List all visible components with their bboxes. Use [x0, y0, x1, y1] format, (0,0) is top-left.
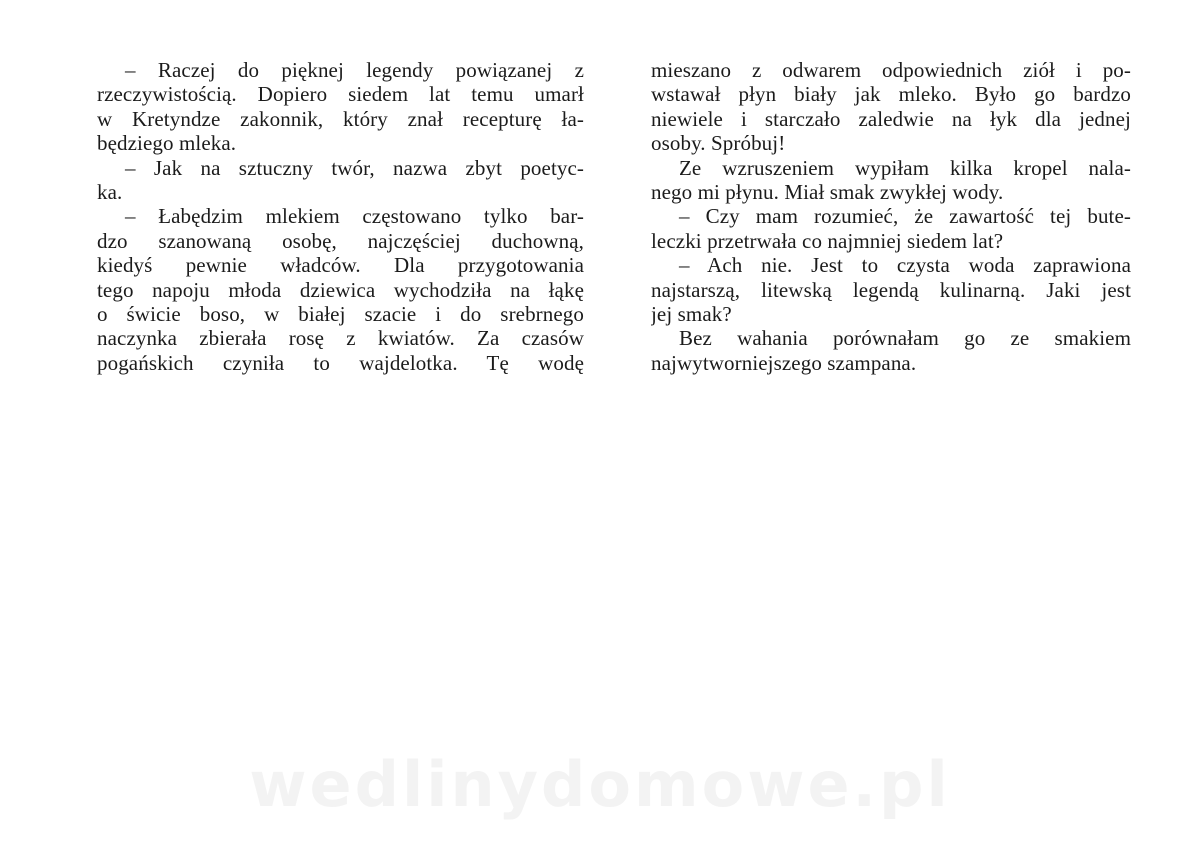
- text-line: mieszano z odwarem odpowiednich ziół i po-: [651, 58, 1131, 82]
- text-line: jej smak?: [651, 301, 732, 326]
- text-line: pogańskich czyniła to wajdelotka. Tę wodę: [97, 350, 584, 375]
- text-line: kiedyś pewnie władców. Dla przygotowania: [97, 253, 584, 278]
- watermark: wedlinydomowe.pl: [249, 748, 951, 821]
- text-line: leczki przetrwała co najmniej siedem lat?: [651, 228, 1004, 253]
- text-line: – Czy mam rozumieć, że zawartość tej bute-: [679, 204, 1131, 229]
- text-line: – Ach nie. Jest to czysta woda zaprawiona: [679, 253, 1131, 278]
- text-line: niewiele i starczało zaledwie na łyk dla jednej: [651, 106, 1131, 131]
- text-line: dzo szanowaną osobę, najczęściej duchowną,: [97, 228, 584, 253]
- text-line: wstawał płyn biały jak mleko. Było go bardzo: [651, 82, 1131, 107]
- text-line: – Jak na sztuczny twór, nazwa zbyt poetyc-: [125, 155, 584, 180]
- text-line: będziego mleka.: [97, 131, 237, 156]
- text-line: nego mi płynu. Miał smak zwykłej wody.: [651, 179, 1004, 204]
- left-text-column: [97, 58, 584, 375]
- text-line: naczynka zbierała rosę z kwiatów. Za czasów: [97, 326, 584, 351]
- text-line: – Raczej do pięknej legendy powiązanej z: [125, 58, 584, 82]
- text-line: najstarszą, litewską legendą kulinarną. Jaki jest: [651, 277, 1131, 302]
- text-line: – Łabędzim mlekiem częstowano tylko bar-: [125, 204, 584, 229]
- text-line: najwytworniejszego szampana.: [651, 350, 917, 375]
- text-line: o świcie boso, w białej szacie i do srebrnego: [97, 301, 584, 326]
- text-line: tego napoju młoda dziewica wychodziła na łąkę: [97, 277, 584, 302]
- text-line: Bez wahania porównałam go ze smakiem: [679, 326, 1131, 351]
- text-line: Ze wzruszeniem wypiłam kilka kropel nala-: [679, 155, 1131, 180]
- right-text-column: [651, 58, 1131, 375]
- text-line: w Kretyndze zakonnik, który znał recepturę ła-: [97, 106, 584, 131]
- text-line: rzeczywistością. Dopiero siedem lat temu umarł: [97, 82, 584, 107]
- text-line: ka.: [97, 179, 123, 204]
- text-line: osoby. Spróbuj!: [651, 131, 786, 156]
